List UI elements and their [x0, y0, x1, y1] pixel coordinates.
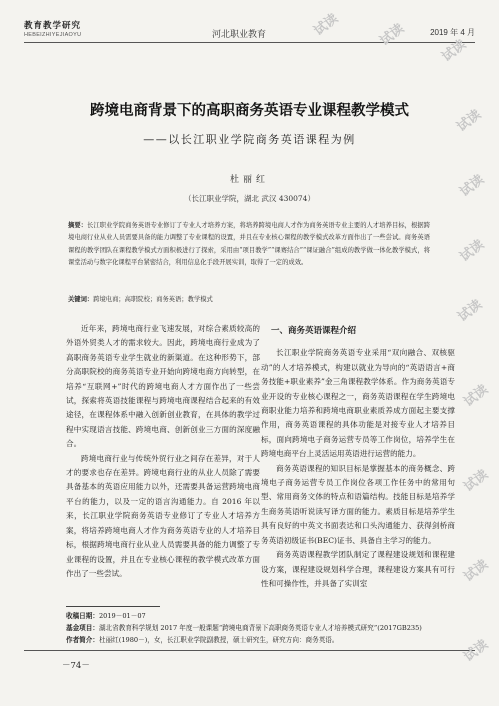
journal-logo	[24, 19, 81, 38]
footnotes	[66, 611, 446, 646]
article-subtitle: ——以长江职业学院商务英语课程为例	[143, 133, 356, 146]
author-name: 杜丽红	[229, 175, 269, 185]
footnote-label: 收稿日期：	[66, 612, 99, 620]
abstract-text: 长江职业学院商务英语专业修订了专业人才培养方案，将培养跨境电商人才作为商务英语专业主要的人才培养目标，根据跨境电商行业从业人员需要具备的能力调整了专业课程的设置，并且在专业核心课程的教学模式改革方面作出了一些尝试。商务英语课程的教学团队在课程教学模式方面积极进行了探索，采用由“项目教学”“课赛结合”“课证融合”组成的教学做一体化教学模式，将课堂活动与数字化课程平台紧密结合，利用信息化手段开展实训，取得了一定的成效。	[68, 222, 431, 266]
header-rule	[24, 42, 475, 43]
watermark: 试读	[461, 637, 492, 665]
journal-name-en: HEBEIZHIYEJIAOYU	[24, 32, 82, 38]
journal-section-cn: 教育教学研究	[24, 21, 82, 31]
abstract-label: 摘要：	[68, 222, 88, 229]
body-left-column	[66, 322, 260, 581]
body-paragraph: 商务英语课程的知识目标是掌握基本的商务概念、跨境电子商务运营专员工作岗位各项工作任务中的常用句型、常用商务文体的特点和语篇结构。技能目标是培养学生商务英语听说读写译方面的能力。素质目标是培养学生具有良好的中英文书面表达和口头沟通能力、获得剑桥商务英语初级证书(BEC)证书、具备自主学习的能力。	[261, 463, 455, 545]
footnote-author	[66, 635, 446, 647]
footer-rule	[24, 650, 475, 651]
footnote-label: 作者简介：	[66, 635, 99, 644]
watermark: 试读	[377, 21, 408, 49]
body-paragraph: 商务英语课程教学团队制定了课程建设规划和课程建设方案，课程建设规划科学合理，课程建设方案具有可行性和可操作性，并具备了实训室	[261, 550, 455, 588]
author-affiliation: （长江职业学院，湖北 武汉 430074）	[184, 194, 315, 203]
watermark: 试读	[457, 237, 488, 265]
body-paragraph: 长江职业学院商务英语专业采用“双向融合、双核驱动”的人才培养模式，构建以就业为导向的“英语语言+商务技能+职业素养”金三角课程教学体系。作为商务英语专业开设的专业核心课程之一，商务英语课程在学生跨境电商职业能力培养和跨境电商职业素质养成方面起主要支撑作用，商务英语课程的具体功能是对接专业人才培养目标，面向跨境电子商务运营专员等工作岗位，培养学生在跨境电商平台上灵活运用英语进行运营的能力。	[261, 348, 455, 459]
watermark: 试读	[461, 467, 492, 495]
footnote-text: 杜丽红(1980－)，女，长江职业学院副教授，硕士研究生，研究方向：商务英语。	[98, 635, 339, 644]
keywords-label: 关键词：	[68, 296, 94, 303]
body-paragraph: 跨境电商行业与传统外贸行业之间存在差异，对于人才的要求也存在差异。跨境电商行业的从业人员除了需要具备基本的英语应用能力以外，还需要具备运营跨境电商平台的能力，以及一定的语言沟通能力。自 2016 年以来，长江职业学院商务英语专业修订了专业人才培养方案，将培养跨境电商人才作为商务英语专业的人才培养目标，根据跨境电商行业从业人员需要具备的能力调整了专业课程的设置，并且在专业核心课程的教学模式改革方面作出了一些尝试。	[66, 453, 260, 578]
abstract	[68, 220, 430, 269]
footnote-text: 2019－01－07	[98, 612, 146, 620]
footnote-received	[66, 611, 446, 623]
watermark: 试读	[457, 172, 488, 200]
watermark: 试读	[461, 557, 492, 585]
footnote-text: 湖北省教育科学规划 2017 年度一般课题“跨境电商背景下高职商务英语专业人才培养模式研究”(2017GB235)	[98, 623, 422, 632]
watermark: 试读	[311, 11, 342, 39]
journal-name: 河北职业教育	[212, 30, 267, 40]
watermark: 试读	[439, 37, 470, 65]
keywords	[68, 294, 430, 303]
body-paragraph: 近年来，跨境电商行业飞速发展，对综合素质较高的外语外贸类人才的需求较大。因此，跨境电商行业成为了高职商务英语专业学生就业的新渠道。在这种形势下，部分高职院校的商务英语专业开始向跨境电商方向转型，在培养“互联网+”时代的跨境电商人才方面作出了一些尝试，探索将英语技能课程与跨境电商课程结合起来的有效途径，在课程体系中融入创新创业教育，在具体的教学过程中实现语言技能、跨境电商、创新创业三方面的深度融合。	[66, 324, 260, 449]
keywords-text: 跨境电商；高职院校；商务英语；教学模式	[93, 296, 213, 303]
footnote-label: 基金项目：	[66, 623, 99, 632]
footnote-fund	[66, 623, 446, 635]
watermark: 试读	[454, 107, 485, 135]
footnote-rule	[66, 606, 160, 607]
body-right-column	[261, 322, 455, 591]
watermark: 试读	[461, 382, 492, 410]
issue-date: 2019 年 4 月	[430, 28, 475, 37]
page-number: －74－	[62, 661, 90, 671]
watermark: 试读	[455, 297, 486, 325]
article-title: 跨境电商背景下的高职商务英语专业课程教学模式	[90, 103, 409, 119]
section-heading: 一、商务英语课程介绍	[271, 326, 357, 336]
